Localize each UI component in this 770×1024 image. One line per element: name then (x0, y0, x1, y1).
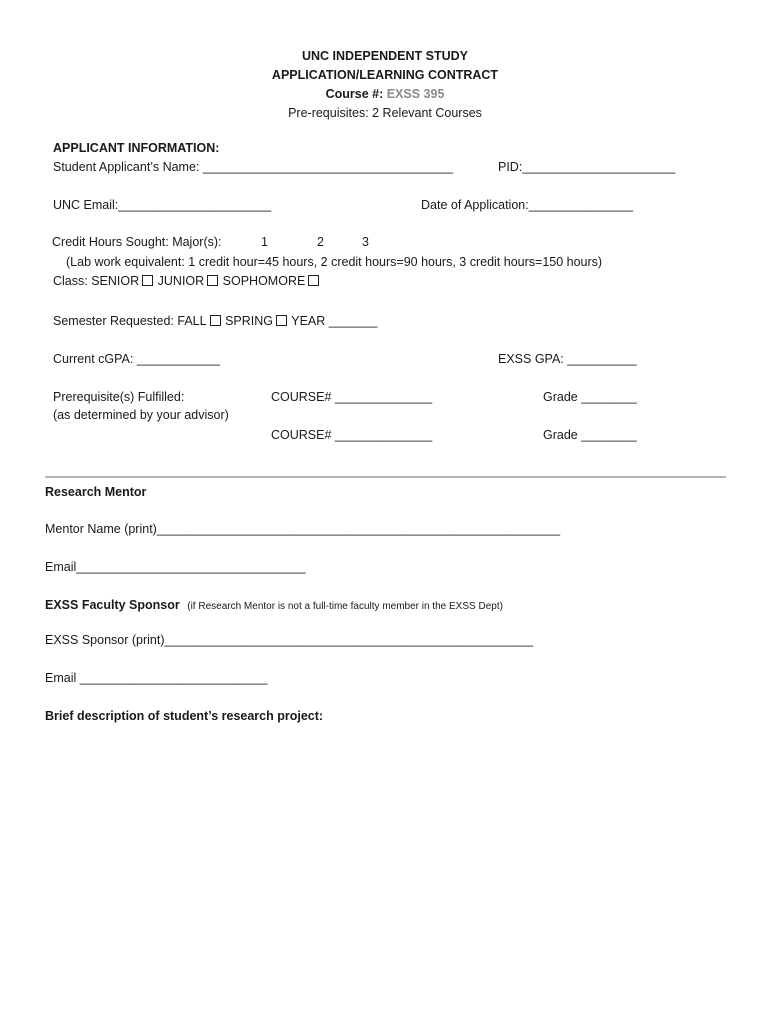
prerequisites-advisor-note: (as determined by your advisor) (53, 408, 229, 422)
class-option-junior: JUNIOR (157, 274, 205, 288)
prerequisites-fulfilled-label: Prerequisite(s) Fulfilled: (53, 390, 185, 404)
section-divider (45, 476, 726, 478)
spring-checkbox[interactable] (276, 315, 287, 326)
semester-label: Semester Requested: (53, 314, 174, 328)
credit-hours-label: Credit Hours Sought: Major(s): (52, 235, 222, 249)
form-title: UNC INDEPENDENT STUDY (302, 49, 468, 63)
faculty-sponsor-row (45, 598, 503, 612)
project-description-heading: Brief description of student’s research project: (45, 709, 324, 723)
exss-gpa-field[interactable]: EXSS GPA: __________ (498, 352, 637, 366)
course-label: Course #: (325, 87, 384, 101)
class-option-senior: SENIOR (91, 274, 140, 288)
semester-option-spring: SPRING (225, 314, 273, 328)
grade-1-field[interactable]: Grade ________ (543, 390, 637, 404)
grade-2-field[interactable]: Grade ________ (543, 428, 637, 442)
year-field[interactable]: YEAR _______ (291, 314, 378, 328)
applicant-info-heading: APPLICANT INFORMATION: (53, 141, 220, 155)
prerequisites-line: Pre-requisites: 2 Relevant Courses (288, 106, 482, 120)
form-subtitle: APPLICATION/LEARNING CONTRACT (271, 68, 499, 82)
credit-option-1[interactable]: 1 (261, 235, 268, 249)
research-mentor-heading: Research Mentor (45, 485, 147, 499)
current-cgpa-field[interactable]: Current cGPA: ____________ (53, 352, 221, 366)
course-1-label: COURSE# (271, 390, 332, 404)
class-label: Class: (53, 274, 88, 288)
pid-field[interactable]: PID:______________________ (498, 160, 676, 174)
class-option-sophomore: SOPHOMORE (222, 274, 306, 288)
credit-option-3[interactable]: 3 (362, 235, 369, 249)
course-value: EXSS 395 (386, 87, 445, 101)
sponsor-name-field[interactable]: EXSS Sponsor (print)_____________________________________________________ (45, 633, 533, 647)
lab-work-note: (Lab work equivalent: 1 credit hour=45 hours, 2 credit hours=90 hours, 3 credit hours=150 hours) (66, 255, 603, 269)
sophomore-checkbox[interactable] (308, 275, 319, 286)
applicant-name-field[interactable]: Student Applicant’s Name: ____________________________________ (53, 160, 454, 174)
course-number-line (0, 87, 770, 101)
semester-row (53, 314, 377, 328)
course-2-field[interactable]: COURSE# ______________ (271, 428, 433, 442)
date-of-application-field[interactable]: Date of Application:_______________ (421, 198, 633, 212)
fall-checkbox[interactable] (210, 315, 221, 326)
unc-email-field[interactable]: UNC Email:______________________ (53, 198, 272, 212)
faculty-sponsor-note: (if Research Mentor is not a full-time faculty member in the EXSS Dept) (187, 601, 503, 612)
class-row (53, 274, 320, 288)
senior-checkbox[interactable] (142, 275, 153, 286)
course-1-field[interactable]: ______________ (334, 390, 433, 404)
mentor-email-field[interactable]: Email_________________________________ (45, 560, 306, 574)
mentor-name-field[interactable]: Mentor Name (print)__________________________________________________________ (45, 522, 561, 536)
junior-checkbox[interactable] (207, 275, 218, 286)
semester-option-fall: FALL (177, 314, 207, 328)
sponsor-email-field[interactable]: Email ___________________________ (45, 671, 268, 685)
credit-option-2[interactable]: 2 (317, 235, 324, 249)
course-row-1 (271, 390, 432, 404)
faculty-sponsor-heading: EXSS Faculty Sponsor (45, 598, 180, 612)
